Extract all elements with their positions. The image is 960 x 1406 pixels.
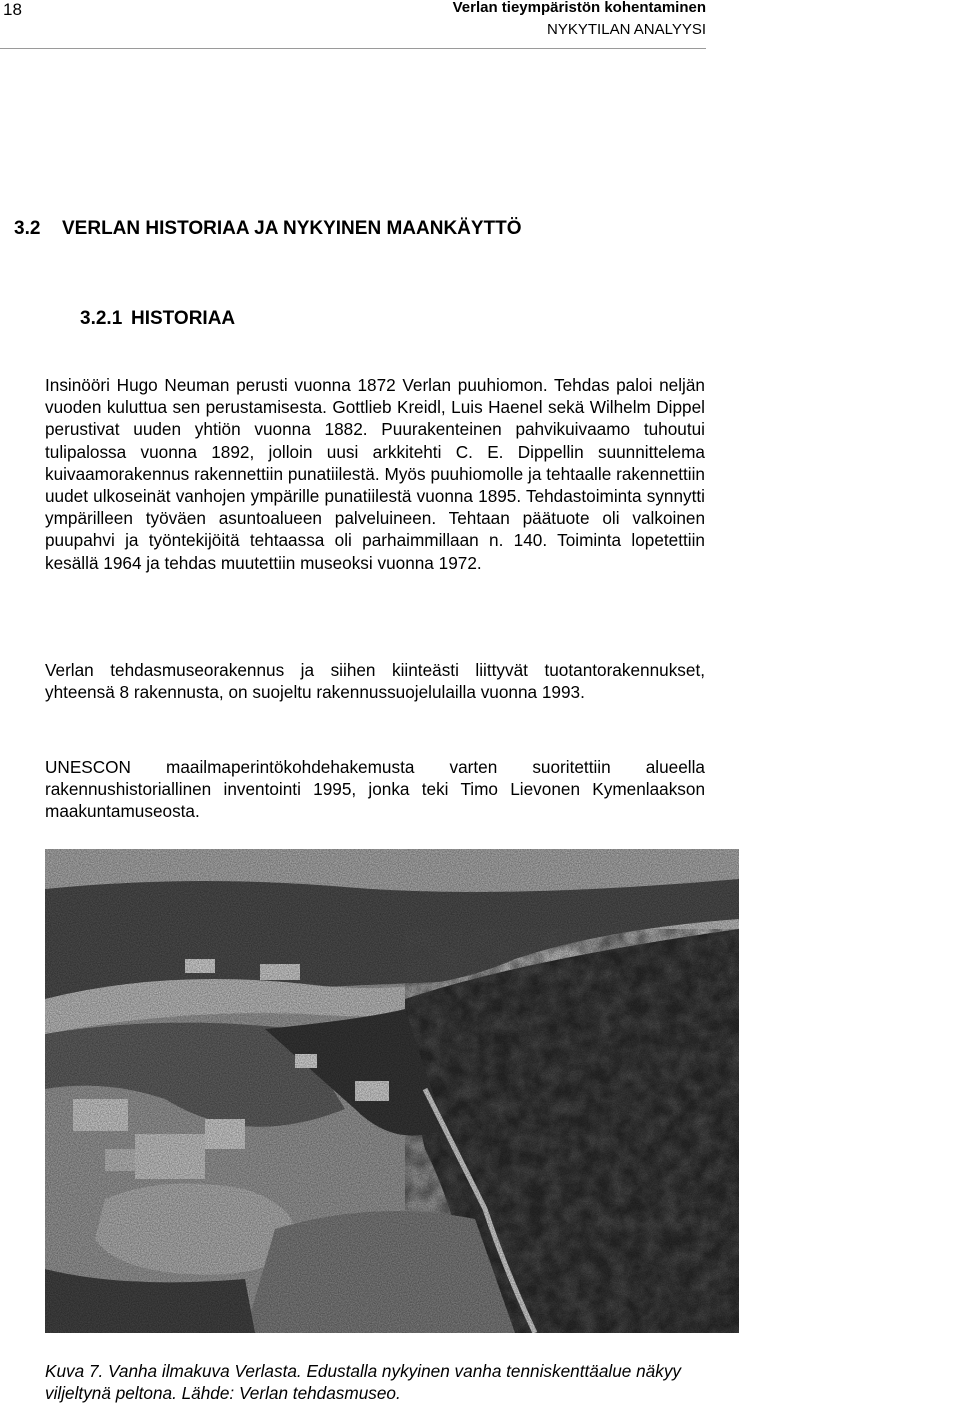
aerial-photo — [45, 849, 739, 1333]
section-number: 3.2 — [14, 218, 41, 239]
paragraph-history: Insinööri Hugo Neuman perusti vuonna 1872 Verlan puuhiomon. Tehdas paloi neljän vuoden kuluttua sen perustamisesta. Gottlieb Kreidl, Luis Haenel sekä Wilhelm Dippel perustivat uuden yhtiön vuonna 1882. Puurakenteinen pahvikuivaamo tuhoutui tulipalossa vuonna 1892, jolloin uusi arkkitehti C. E. Dippellin suunnittelema kuivaamorakennus rakennettiin punatiilestä. Myös puuhiomolle ja tehtaalle rakennettiin uudet ulkoseinät vanhojen ympärille punatiilestä vuonna 1895. Tehdastoiminta synnytti ympärilleen työväen asuntoalueen palveluineen. Tehtaan päätuote oli valkoinen puupahvi ja työntekijöitä tehtaassa oli parhaimmillaan n. 140. Toiminta lopetettiin kesällä 1964 ja tehdas muutettiin museoksi vuonna 1972. — [45, 375, 705, 573]
paragraph-unesco: UNESCON maailmaperintökohdehakemusta varten suoritettiin alueella rakennushistoriallinen inventointi 1995, jonka teki Timo Lievonen Kymenlaakson maakuntamuseosta. — [45, 757, 705, 822]
header-subtitle: NYKYTILAN ANALYYSI — [547, 21, 706, 38]
header-title: Verlan tieympäristön kohentaminen — [452, 0, 706, 16]
paragraph-protection: Verlan tehdasmuseorakennus ja siihen kiinteästi liittyvät tuotantorakennukset, yhteensä 8 rakennusta, on suojeltu rakennussuojelulailla vuonna 1993. — [45, 660, 705, 703]
figure-caption: Kuva 7. Vanha ilmakuva Verlasta. Edustalla nykyinen vanha tenniskenttäalue näkyy viljeltynä peltona. Lähde: Verlan tehdasmuseo. — [45, 1361, 682, 1403]
header-divider — [0, 48, 706, 49]
subsection-number: 3.2.1 — [80, 308, 123, 329]
subsection-heading — [80, 308, 235, 330]
page-number: 18 — [3, 0, 22, 19]
section-title: VERLAN HISTORIAA JA NYKYINEN MAANKÄYTTÖ — [62, 218, 522, 239]
section-heading — [14, 218, 522, 240]
subsection-title: HISTORIAA — [131, 308, 236, 329]
page-header — [0, 0, 960, 50]
